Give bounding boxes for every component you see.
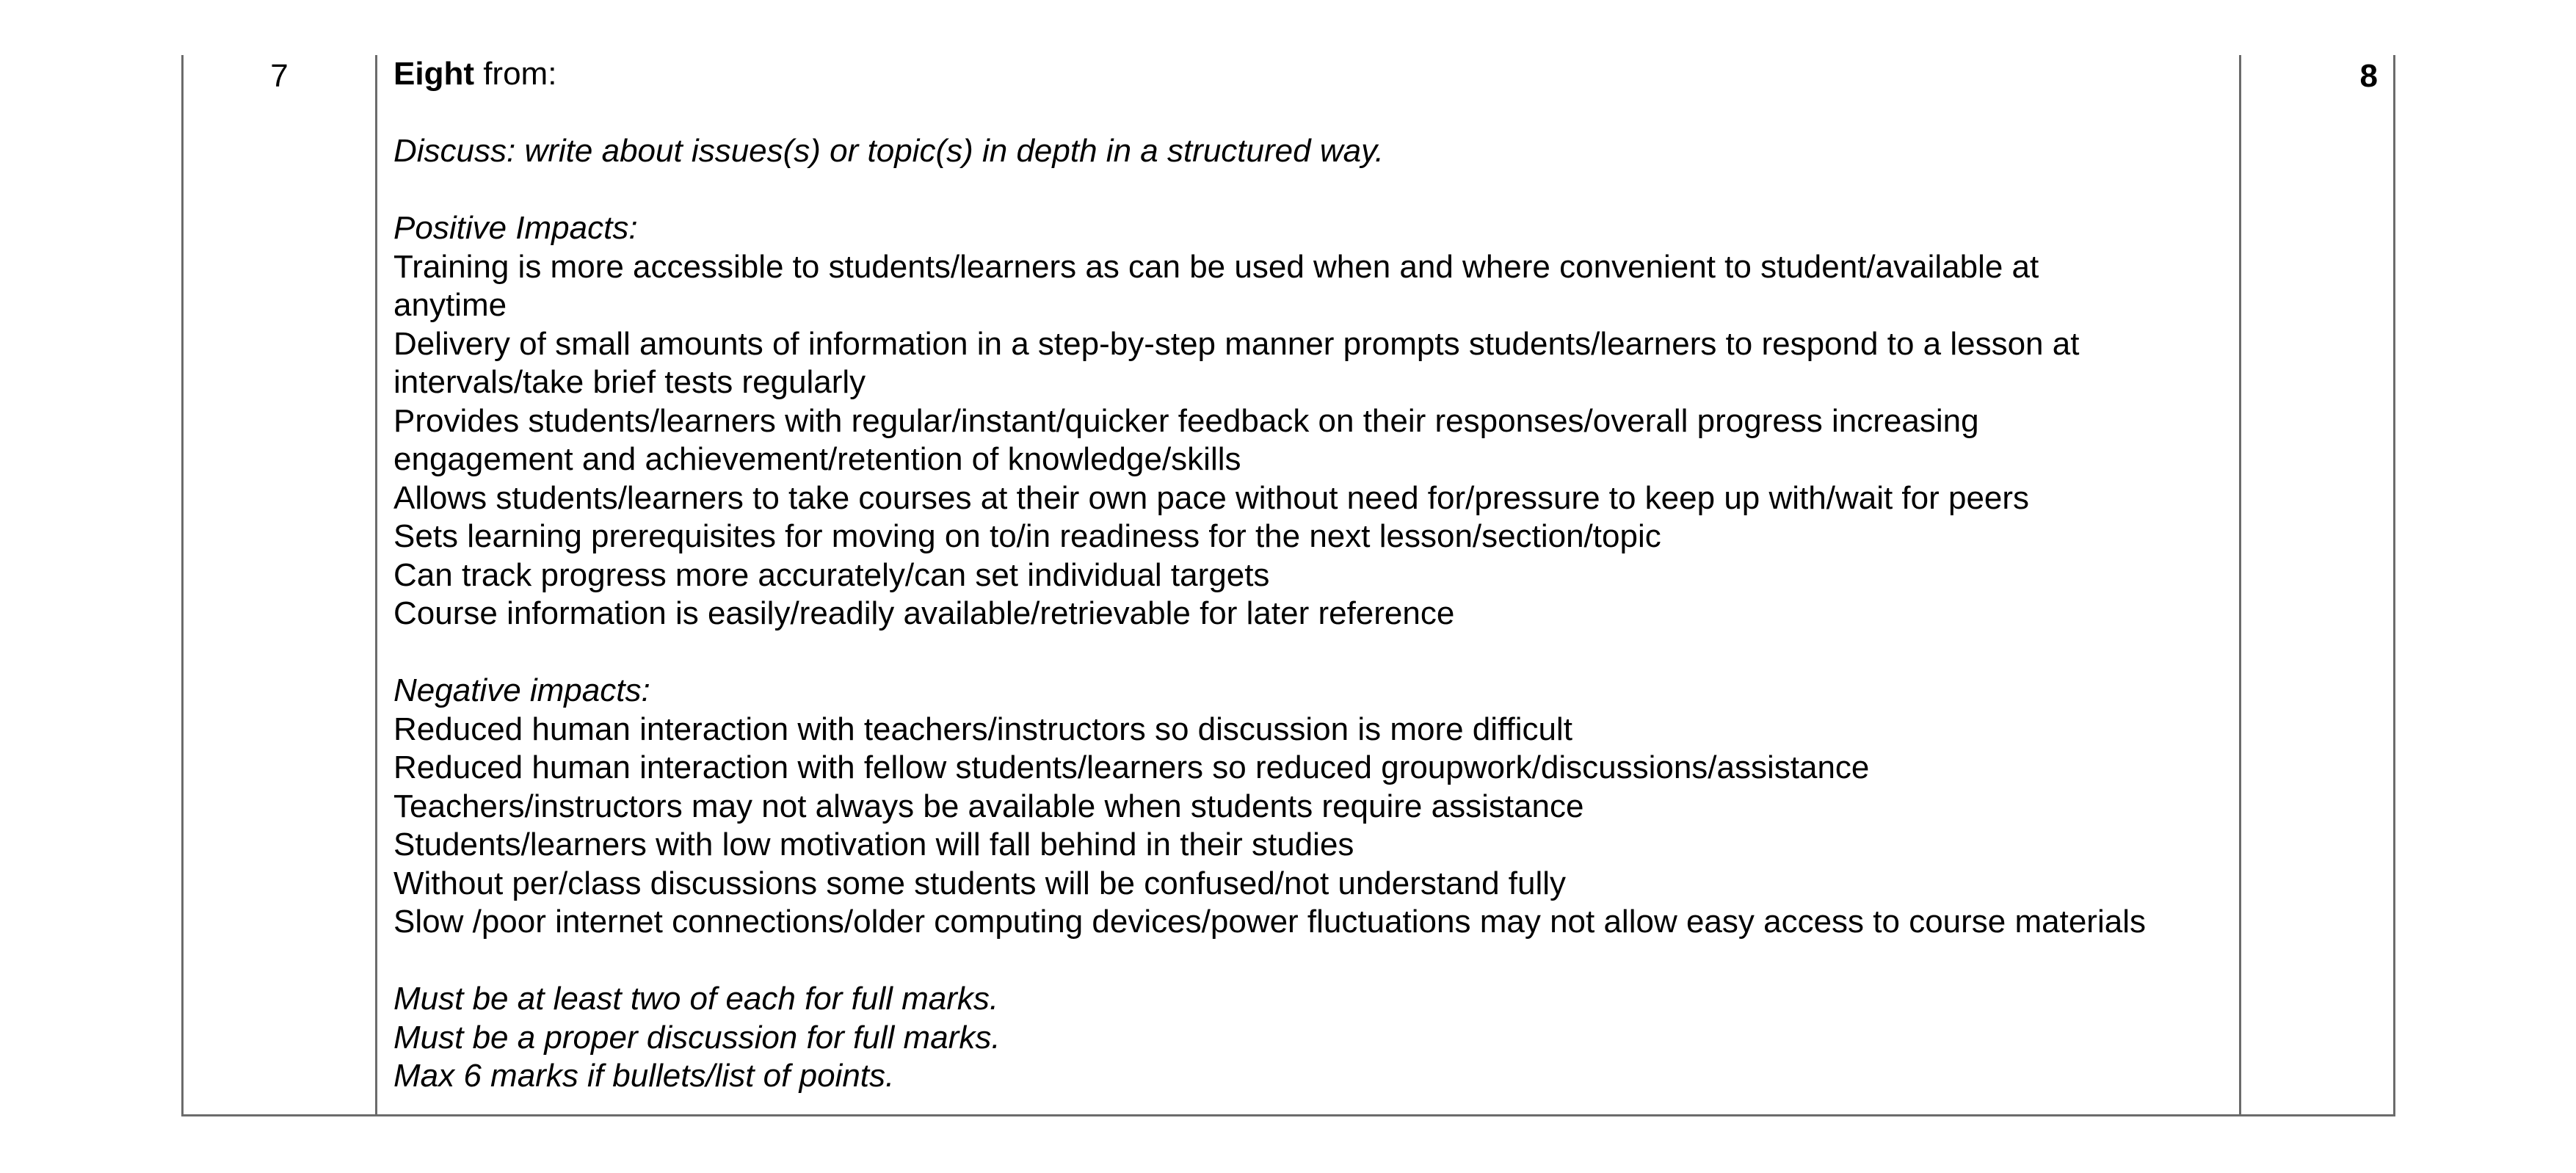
answer-content xyxy=(393,55,2229,1096)
positive-impact-line: Training is more accessible to students/learners as can be used when and where convenient to student/available at xyxy=(393,248,2039,285)
marks-value: 8 xyxy=(2359,58,2378,94)
negative-impact-line: Teachers/instructors may not always be available when students require assistance xyxy=(393,788,1584,824)
positive-impact-line: Course information is easily/readily available/retrievable for later reference xyxy=(393,595,1455,631)
marking-note: Must be at least two of each for full marks. xyxy=(393,981,999,1017)
negative-impact-line: Students/learners with low motivation will fall behind in their studies xyxy=(393,827,1354,862)
column-divider-question xyxy=(375,55,377,1116)
positive-list xyxy=(393,248,2229,633)
negative-impact-line: Reduced human interaction with fellow students/learners so reduced groupwork/discussions/assistance xyxy=(393,749,1870,785)
positive-impact-line: intervals/take brief tests regularly xyxy=(393,364,866,400)
positive-heading: Positive Impacts: xyxy=(393,210,638,246)
notes-list xyxy=(393,980,2229,1096)
positive-impact-line: anytime xyxy=(393,287,507,323)
column-divider-marks xyxy=(2239,55,2241,1116)
question-number: 7 xyxy=(270,58,289,94)
discuss-instruction: Discuss: write about issues(s) or topic(s) in depth in a structured way. xyxy=(393,133,1385,169)
intro-line xyxy=(393,55,2229,94)
positive-impact-line: Provides students/learners with regular/instant/quicker feedback on their responses/overall progress increasing xyxy=(393,402,1979,439)
positive-impact-line: Can track progress more accurately/can set individual targets xyxy=(393,556,1270,593)
negative-impact-line: Reduced human interaction with teachers/instructors so discussion is more difficult xyxy=(393,711,1572,747)
negative-heading: Negative impacts: xyxy=(393,672,650,708)
intro-rest: from: xyxy=(474,56,557,92)
intro-bold: Eight xyxy=(393,56,474,92)
negative-impact-line: Without per/class discussions some students will be confused/not understand fully xyxy=(393,865,1567,901)
negative-impact-line: Slow /poor internet connections/older computing devices/power fluctuations may not allow easy access to course materials xyxy=(393,904,2146,940)
marking-note: Must be a proper discussion for full marks. xyxy=(393,1019,1001,1056)
positive-impact-line: Delivery of small amounts of information in a step-by-step manner prompts students/learners to respond to a lesson at xyxy=(393,325,2080,362)
positive-impact-line: Sets learning prerequisites for moving on to/in readiness for the next lesson/section/topic xyxy=(393,518,1661,554)
negative-list xyxy=(393,711,2229,942)
positive-impact-line: Allows students/learners to take courses at their own pace without need for/pressure to keep up with/wait for peers xyxy=(393,479,2030,516)
marking-note: Max 6 marks if bullets/list of points. xyxy=(393,1058,895,1094)
positive-impact-line: engagement and achievement/retention of knowledge/skills xyxy=(393,441,1241,477)
